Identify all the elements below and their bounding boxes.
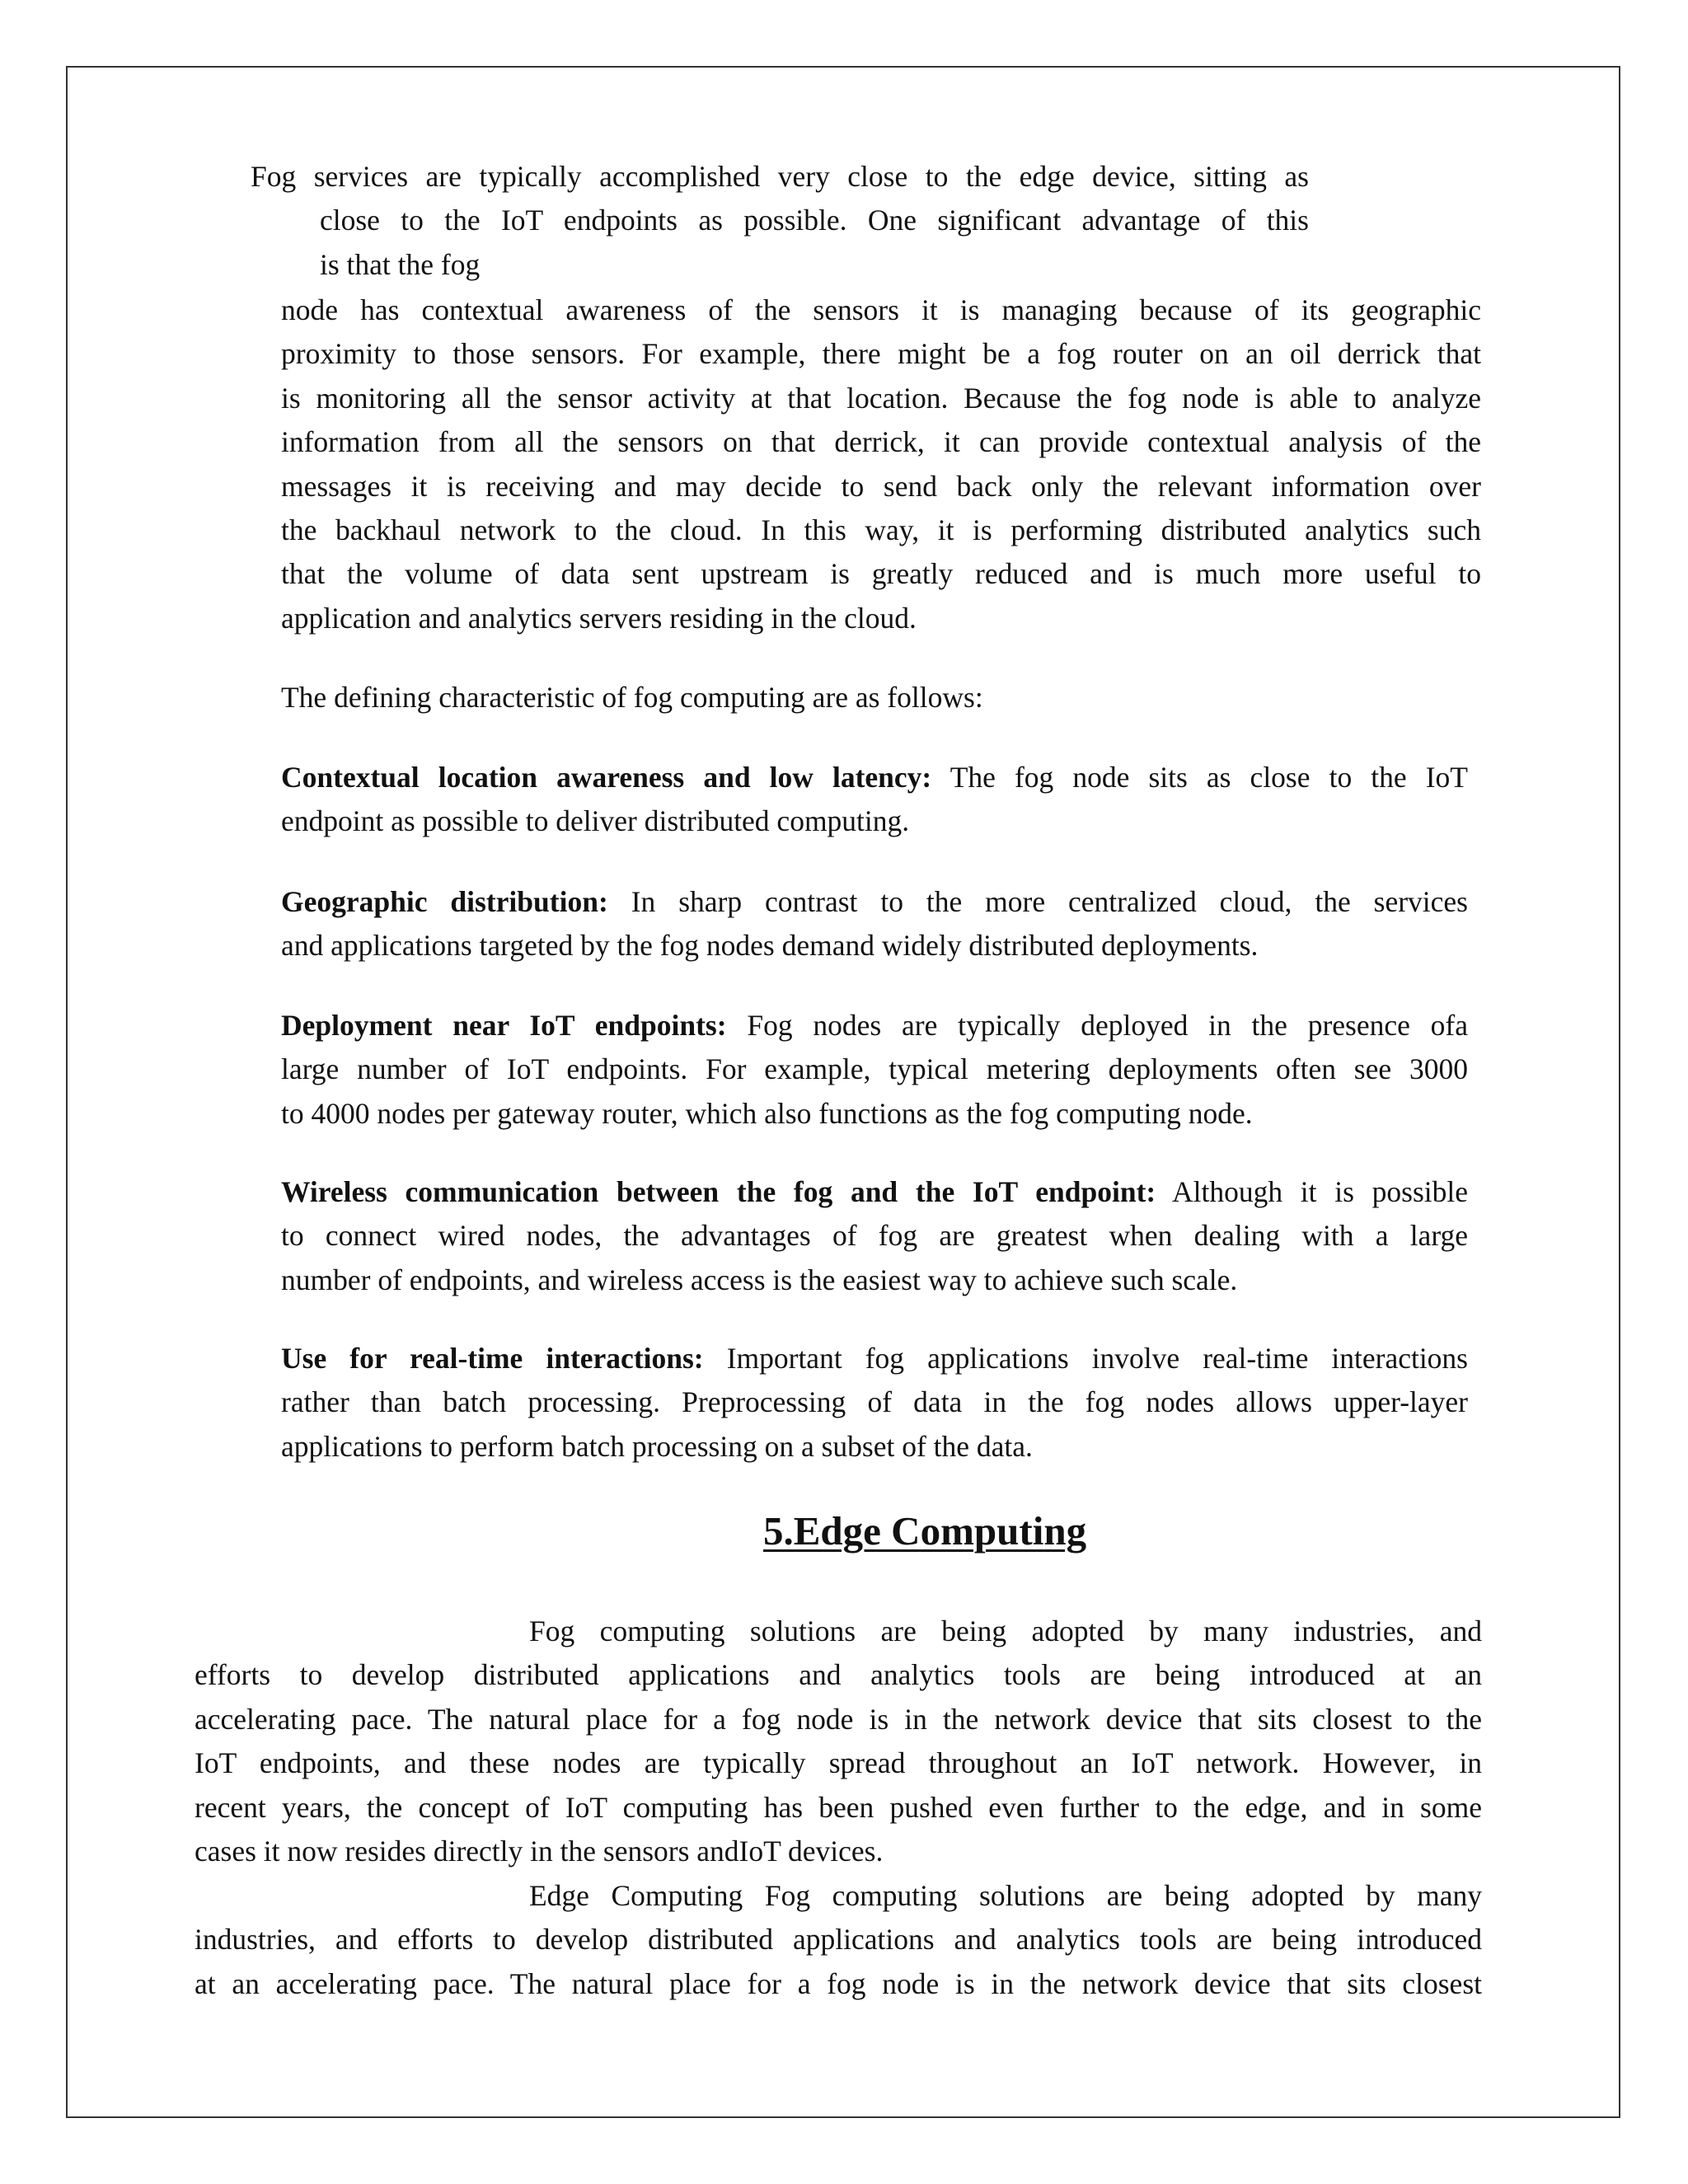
edge-paragraph-1 [195, 1610, 1482, 1873]
para1-line: is monitoring all the sensor activity at that location. Because the fog node is able to analyze [281, 381, 1481, 415]
para1-line: that the volume of data sent upstream is greatly reduced and is much more useful to [281, 557, 1481, 591]
characteristic-line: endpoint as possible to deliver distributed computing. [281, 804, 910, 838]
characteristic-item [281, 1170, 1468, 1302]
characteristic-item [281, 880, 1468, 968]
characteristic-term: Contextual location awareness and low latency: [281, 761, 932, 794]
characteristic-line: large number of IoT endpoints. For example, typical metering deployments often see 3000 [281, 1052, 1468, 1086]
edge-para1-line: IoT endpoints, and these nodes are typically spread throughout an IoT network. However, in [195, 1746, 1482, 1780]
para1-line: messages it is receiving and may decide to send back only the relevant information over [281, 469, 1481, 503]
defining-intro-text: The defining characteristic of fog computing are as follows: [281, 681, 983, 714]
para1-line: node has contextual awareness of the sensors it is managing because of its geographic [281, 293, 1481, 326]
characteristic-item [281, 1337, 1468, 1469]
para1-line: the backhaul network to the cloud. In this way, it is performing distributed analytics such [281, 513, 1481, 547]
intro-line-2: close to the IoT endpoints as possible. One significant advantage of this [320, 204, 1309, 237]
characteristic-line: Contextual location awareness and low latency: The fog node sits as close to the IoT [281, 761, 1468, 794]
characteristic-line: to connect wired nodes, the advantages of fog are greatest when dealing with a large [281, 1219, 1468, 1253]
intro-line-3: is that the fog [320, 247, 481, 281]
characteristic-term: Use for real-time interactions: [281, 1342, 704, 1375]
characteristic-line: Geographic distribution: In sharp contrast to the more centralized cloud, the services [281, 885, 1468, 918]
characteristic-term: Deployment near IoT endpoints: [281, 1009, 727, 1042]
edge-para1-line: Fog computing solutions are being adopted by many industries, and [529, 1615, 1482, 1647]
edge-para2-line: at an accelerating pace. The natural place for a fog node is in the network device that sits closest [195, 1966, 1482, 2000]
characteristic-line: rather than batch processing. Preprocessing of data in the fog nodes allows upper-layer [281, 1385, 1468, 1419]
characteristic-item [281, 756, 1468, 844]
intro-line-1: Fog services are typically accomplished very close to the edge device, sitting as [251, 160, 1309, 193]
para1-line: proximity to those sensors. For example, there might be a fog router on an oil derrick that [281, 337, 1481, 371]
edge-para2-line: industries, and efforts to develop distributed applications and analytics tools are being introduced [195, 1923, 1482, 1957]
edge-paragraph-2 [195, 1874, 1482, 2006]
intro-paragraph [251, 155, 1309, 287]
characteristic-term: Geographic distribution: [281, 885, 608, 918]
section-heading-text: 5.Edge Computing [763, 1508, 1087, 1554]
characteristic-term: Wireless communication between the fog and the IoT endpoint: [281, 1175, 1156, 1208]
characteristic-line: to 4000 nodes per gateway router, which also functions as the fog computing node. [281, 1096, 1253, 1130]
fog-node-paragraph [281, 288, 1481, 640]
para1-line: application and analytics servers residing in the cloud. [281, 601, 917, 635]
edge-para1-line: efforts to develop distributed applications and analytics tools are being introduced at an [195, 1658, 1482, 1692]
edge-para2-line: Edge Computing Fog computing solutions are being adopted by many [529, 1879, 1482, 1912]
characteristic-line: and applications targeted by the fog nodes demand widely distributed deployments. [281, 929, 1259, 963]
characteristic-item [281, 1004, 1468, 1136]
characteristic-line: number of endpoints, and wireless access is the easiest way to achieve such scale. [281, 1263, 1238, 1296]
defining-intro [281, 676, 1481, 719]
characteristic-line: Wireless communication between the fog and the IoT endpoint: Although it is possible [281, 1175, 1468, 1208]
edge-para1-line: recent years, the concept of IoT computing has been pushed even further to the edge, and in some [195, 1790, 1482, 1824]
edge-para1-line: accelerating pace. The natural place for a fog node is in the network device that sits closest to the [195, 1702, 1482, 1736]
para1-line: information from all the sensors on that derrick, it can provide contextual analysis of the [281, 425, 1481, 459]
characteristic-line: Use for real-time interactions: Important fog applications involve real-time interactions [281, 1342, 1468, 1375]
characteristic-line: applications to perform batch processing on a subset of the data. [281, 1429, 1033, 1463]
characteristic-line: Deployment near IoT endpoints: Fog nodes are typically deployed in the presence ofa [281, 1009, 1469, 1042]
edge-para1-line: cases it now resides directly in the sensors andIoT devices. [195, 1835, 884, 1868]
